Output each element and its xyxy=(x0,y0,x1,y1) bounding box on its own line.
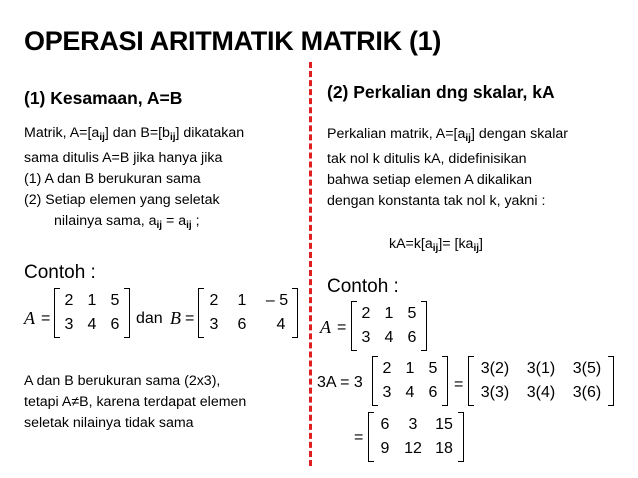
left-heading: (1) Kesamaan, A=B xyxy=(24,88,183,108)
left-note xyxy=(24,371,246,434)
right-definition xyxy=(327,124,568,212)
equals-sign: = xyxy=(454,376,464,393)
matrix-b-label: B xyxy=(170,308,181,328)
note-line-3: seletak nilainya tidak sama xyxy=(24,415,194,431)
matrix-cell: 3 xyxy=(408,416,418,433)
matrix-cell: 2 xyxy=(361,305,371,322)
matrix-cell: 9 xyxy=(380,440,390,457)
slide-title: OPERASI ARITMATIK MATRIK (1) xyxy=(24,26,442,56)
def-line-2: tak nol k ditulis kA, didefinisikan xyxy=(327,151,527,167)
matrix-a-label: A xyxy=(320,317,331,337)
def-line-1: Matrik, $A=[a_{ij}]$ dan $B=[b_{ij}]$ dikatakan xyxy=(24,125,245,143)
matrix-product-expansion xyxy=(468,356,614,406)
note-line-2: tetapi A≠B, karena terdapat elemen xyxy=(24,394,247,410)
matrix-cell: 6 xyxy=(237,316,247,333)
def-line-2: sama ditulis A=B jika hanya jika xyxy=(24,150,223,166)
matrix-a-scaled-source xyxy=(372,356,448,406)
matrix-cell: 3(2) xyxy=(480,360,510,377)
matrix-cell: 3 xyxy=(209,316,219,333)
matrix-cell: 4 xyxy=(384,329,394,346)
def-line-5: nilainya sama, $a_{ij} = a_{ij}$ ; xyxy=(54,213,200,231)
scalar-multiplication-label: 3A = 3 xyxy=(317,374,363,391)
matrix-cell: – 5 xyxy=(265,292,289,309)
matrix-cell: 3 xyxy=(382,384,392,401)
note-line-1: A dan B berukuran sama (2x3), xyxy=(24,373,221,389)
matrix-cell: 6 xyxy=(428,384,438,401)
equals-sign: = xyxy=(185,310,195,327)
matrix-cell: 6 xyxy=(380,416,390,433)
def-line-1: Perkalian matrik, $A=[a_{ij}]$ dengan skalar xyxy=(327,126,568,144)
equals-sign: = xyxy=(354,429,364,446)
matrix-cell: 3(1) xyxy=(526,360,556,377)
def-line-4: dengan konstanta tak nol k, yakni : xyxy=(327,193,546,209)
dan-word: dan xyxy=(136,310,163,327)
matrix-cell: 6 xyxy=(407,329,417,346)
matrix-cell: 5 xyxy=(407,305,417,322)
equals-sign: = xyxy=(337,319,347,336)
matrix-cell: 3 xyxy=(361,329,371,346)
def-line-3: (1) A dan B berukuran sama xyxy=(24,171,201,187)
def-line-3: bahwa setiap elemen A dikalikan xyxy=(327,172,533,188)
left-definition xyxy=(24,123,244,236)
right-contoh-label: Contoh : xyxy=(327,276,399,297)
matrix-cell: 1 xyxy=(87,292,97,309)
matrix-cell: 18 xyxy=(435,440,453,457)
column-divider xyxy=(309,62,312,466)
matrix-cell: 6 xyxy=(110,316,120,333)
matrix-b xyxy=(198,288,298,338)
matrix-cell: 2 xyxy=(382,360,392,377)
matrix-a-right xyxy=(351,301,427,351)
matrix-cell: 4 xyxy=(87,316,97,333)
matrix-result xyxy=(368,412,464,462)
matrix-a-label: A xyxy=(24,308,35,328)
right-heading: (2) Perkalian dng skalar, kA xyxy=(327,82,555,102)
def-line-4: (2) Setiap elemen yang seletak xyxy=(24,192,220,208)
equals-sign: = xyxy=(41,310,51,327)
matrix-cell: 1 xyxy=(384,305,394,322)
matrix-cell: 2 xyxy=(209,292,219,309)
matrix-cell: 5 xyxy=(110,292,120,309)
matrix-cell: 3(3) xyxy=(480,384,510,401)
matrix-cell: 3(4) xyxy=(526,384,556,401)
matrix-cell: 3(5) xyxy=(572,360,602,377)
matrix-cell: 12 xyxy=(404,440,422,457)
left-contoh-label: Contoh : xyxy=(24,262,96,283)
matrix-cell: 5 xyxy=(428,360,438,377)
matrix-cell: 3 xyxy=(64,316,74,333)
matrix-cell: 2 xyxy=(64,292,74,309)
scalar-formula: $kA=k[a_{ij}]= [ka_{ij}]$ xyxy=(389,236,483,254)
matrix-a xyxy=(54,288,130,338)
matrix-cell: 1 xyxy=(237,292,247,309)
matrix-cell: 4 xyxy=(276,316,286,333)
matrix-cell: 1 xyxy=(405,360,415,377)
matrix-cell: 15 xyxy=(435,416,453,433)
matrix-cell: 3(6) xyxy=(572,384,602,401)
matrix-cell: 4 xyxy=(405,384,415,401)
